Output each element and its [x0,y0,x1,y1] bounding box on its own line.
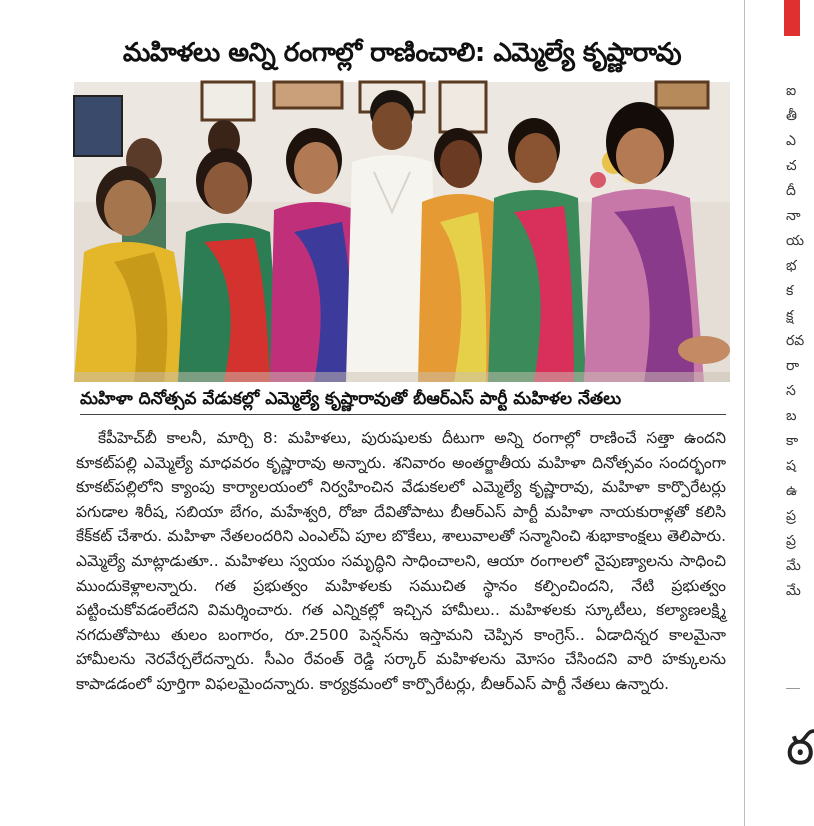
fragment-divider [786,688,800,689]
fragment-text: మే [786,583,801,599]
fragment-text: రా [786,358,800,374]
column-divider [744,0,745,826]
fragment-text: క [786,283,794,299]
fragment-text: ష [786,458,796,474]
article-body [76,426,726,697]
fragment-text: ఐ [786,83,797,99]
fragment-text: ఉ [786,483,798,499]
fragment-text: చ [786,158,797,174]
article-paragraph: కేపీహెచ్‌బీ కాలనీ, మార్చి 8: మహిళలు, పురుషులకు దీటుగా అన్ని రంగాల్లో రాణించే సత్తా ఉందని కూకట్‌పల్లి ఎమ్మెల్యే మాధవరం కృష్ణారావు అన్నారు. శనివారం అంతర్జాతీయ మహిళా దినోత్సవం సందర్భంగా కూకట్‌పల్లిలోని క్యాంపు కార్యాలయంలో నిర్వహించిన వేడుకలలో ఎమ్మెల్యే కృష్ణారావు, మహిళా కార్పొరేటర్లు పగుడాల శిరీష, సబియా బేగం, మహేశ్వరి, రోజా దేవితోపాటు బీఆర్ఎస్ పార్టీ మహిళా నాయకురాళ్లతో కలిసి కేక్‌కట్ చేశారు. మహిళా నేతలందరిని ఎంఎల్ఏ పూల బొకేలు, శాలువాలతో సన్మానించి శుభాకాంక్షలు తెలిపారు. ఎమ్మెల్యే మాట్లాడుతూ.. మహిళలు స్వయం సమృద్ధిని సాధించాలని, ఆయా రంగాలలో నైపుణ్యాలను సాధించి ముందుకెళ్లాలన్నారు. గత ప్రభుత్వం మహిళలకు సముచిత స్థానం కల్పించిందని, నేటి ప్రభుత్వం పట్టించుకోవడంలేదని విమర్శించారు. గత ఎన్నికల్లో ఇచ్చిన హామీలు.. మహిళలకు స్కూటీలు, కల్యాణలక్ష్మి నగదుతోపాటు తులం బంగారం, రూ.2500 పెన్షన్‌ను ఇస్తామని చెప్పిన కాంగ్రెస్‌.. ఏడాదిన్నర కాలమైనా హామీలను నెరవేర్చలేదన్నారు. సీఎం రేవంత్ రెడ్డి సర్కార్ మహిళలను మోసం చేసిందని వారి హక్కులను కాపాడడంలో పూర్తిగా విఫలమైందన్నారు. కార్యక్రమంలో కార్పొరేటర్లు, బీఆర్ఎస్ పార్టీ నేతలు ఉన్నారు. [76,429,726,693]
fragment-text: ప్ర [786,533,796,549]
photo-caption: మహిళా దినోత్సవ వేడుకల్లో ఎమ్మెల్యే కృష్ణారావుతో బీఆర్ఎస్ పార్టీ మహిళల నేతలు [80,384,726,415]
fragment-text: ఎ [786,133,796,149]
fragment-text: తీ [786,108,797,124]
fragment-headline-glyph: ఠ [786,720,814,776]
group-photo-illustration [74,82,730,382]
fragment-text: బ [786,408,797,424]
fragment-text: నా [786,208,801,224]
fragment-text: భ [786,258,797,274]
fragment-text: య [786,233,805,249]
news-article [72,22,732,822]
fragment-text: దీ [786,183,796,199]
adjacent-article-fragment [756,0,814,826]
red-accent-bar [784,0,800,36]
fragment-text: మే [786,558,801,574]
fragment-text: క్ష [786,308,794,324]
event-photo [74,82,730,382]
article-headline: మహిళలు అన్ని రంగాల్లో రాణించాలి: ఎమ్మెల్యే కృష్ణారావు [122,38,682,68]
fragment-text: కా [786,433,799,449]
fragment-text: ప్ర [786,508,796,524]
fragment-text: స [786,383,796,399]
fragment-text: రవ [786,333,805,349]
